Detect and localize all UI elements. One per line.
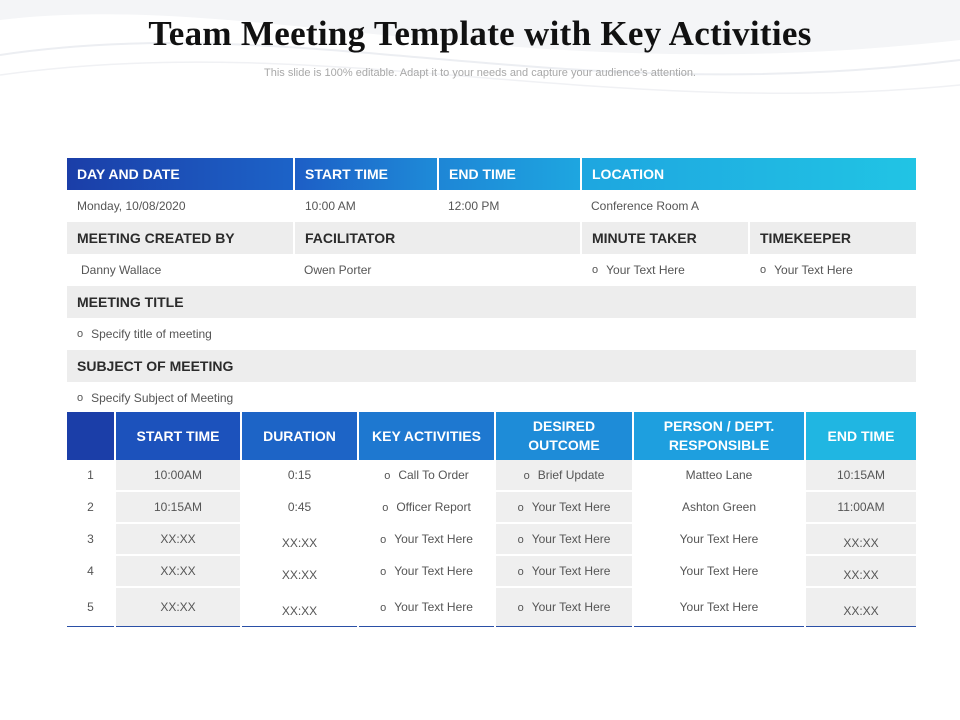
roles-header-row xyxy=(67,222,916,254)
end-time-cell: 11:00AM xyxy=(805,491,916,523)
col-header-desired-outcome: DESIRED OUTCOME xyxy=(495,412,633,460)
label-meeting-created-by: MEETING CREATED BY xyxy=(67,222,293,254)
header-end-time: END TIME xyxy=(437,158,580,190)
bullet-icon: o xyxy=(384,470,391,482)
bullet-icon: o xyxy=(517,534,524,546)
start-time-cell: XX:XX xyxy=(115,587,241,627)
activity-text: Your Text Here xyxy=(394,564,473,578)
subject-value-row xyxy=(67,382,916,414)
activity-cell xyxy=(358,555,495,587)
label-facilitator: FACILITATOR xyxy=(293,222,580,254)
header-location: LOCATION xyxy=(580,158,916,190)
activity-cell xyxy=(358,491,495,523)
duration-cell xyxy=(241,523,358,555)
duration-cell: 0:15 xyxy=(241,460,358,491)
bullet-icon: o xyxy=(77,392,84,404)
col-header-end-time: END TIME xyxy=(805,412,916,460)
person-cell: Ashton Green xyxy=(633,491,805,523)
col-header-person-responsible: PERSON / DEPT. RESPONSIBLE xyxy=(633,412,805,460)
header-start-time: START TIME xyxy=(293,158,437,190)
duration-text: XX:XX xyxy=(281,568,318,582)
end-time-text: XX:XX xyxy=(843,536,879,550)
table-row xyxy=(67,523,916,555)
duration-cell xyxy=(241,555,358,587)
col-header-duration: DURATION xyxy=(241,412,358,460)
label-subject-of-meeting: SUBJECT OF MEETING xyxy=(67,350,916,382)
activity-text: Officer Report xyxy=(396,500,471,514)
outcome-text: Your Text Here xyxy=(531,564,611,578)
start-time-cell: XX:XX xyxy=(115,555,241,587)
bullet-icon: o xyxy=(592,264,599,276)
activity-cell xyxy=(358,587,495,627)
duration-text: XX:XX xyxy=(281,536,318,550)
start-time-cell: 10:00AM xyxy=(115,460,241,491)
value-subject-of-meeting xyxy=(67,382,916,414)
bullet-icon: o xyxy=(380,602,387,614)
activities-header-row xyxy=(67,412,916,460)
end-time-cell xyxy=(805,523,916,555)
meeting-title-value-row xyxy=(67,318,916,350)
meeting-info-grid xyxy=(67,158,916,414)
col-header-number xyxy=(67,412,115,460)
outcome-text: Your Text Here xyxy=(531,532,611,546)
bullet-icon: o xyxy=(77,328,84,340)
subject-header-row xyxy=(67,350,916,382)
value-meeting-title xyxy=(67,318,916,350)
outcome-cell xyxy=(495,587,633,627)
outcome-cell xyxy=(495,555,633,587)
person-cell: Matteo Lane xyxy=(633,460,805,491)
bullet-icon: o xyxy=(760,264,767,276)
value-location: Conference Room A xyxy=(591,199,700,213)
value-meeting-created-by: Danny Wallace xyxy=(81,263,162,277)
meeting-title-text: Specify title of meeting xyxy=(91,327,212,341)
slide-title: Team Meeting Template with Key Activities xyxy=(148,14,812,53)
outcome-text: Your Text Here xyxy=(531,500,611,514)
key-activities-table xyxy=(67,412,916,627)
header-day-and-date: DAY AND DATE xyxy=(67,158,293,190)
end-time-text: XX:XX xyxy=(843,568,879,582)
outcome-text: Your Text Here xyxy=(531,600,611,614)
activity-text: Call To Order xyxy=(398,468,469,482)
person-cell: Your Text Here xyxy=(633,587,805,627)
end-time-cell xyxy=(805,587,916,627)
end-time-cell xyxy=(805,555,916,587)
minute-taker-text: Your Text Here xyxy=(606,263,685,277)
duration-text: XX:XX xyxy=(281,604,318,618)
label-minute-taker: MINUTE TAKER xyxy=(580,222,748,254)
timekeeper-text: Your Text Here xyxy=(774,263,853,277)
info-header-row xyxy=(67,158,916,190)
activity-cell xyxy=(358,460,495,491)
start-time-cell: 10:15AM xyxy=(115,491,241,523)
duration-cell xyxy=(241,587,358,627)
row-number: 2 xyxy=(67,491,115,523)
value-day-and-date: Monday, 10/08/2020 xyxy=(77,199,186,213)
info-values-row xyxy=(67,190,916,222)
end-time-cell: 10:15AM xyxy=(805,460,916,491)
outcome-cell xyxy=(495,460,633,491)
col-header-start-time: START TIME xyxy=(115,412,241,460)
bullet-icon: o xyxy=(523,470,530,482)
value-facilitator: Owen Porter xyxy=(304,263,372,277)
duration-cell: 0:45 xyxy=(241,491,358,523)
table-row xyxy=(67,587,916,627)
row-number: 4 xyxy=(67,555,115,587)
subject-text: Specify Subject of Meeting xyxy=(91,391,234,405)
activity-text: Your Text Here xyxy=(394,600,473,614)
bullet-icon: o xyxy=(380,534,387,546)
bullet-icon: o xyxy=(382,502,389,514)
row-number: 3 xyxy=(67,523,115,555)
meeting-title-header-row xyxy=(67,286,916,318)
activity-text: Your Text Here xyxy=(394,532,473,546)
row-number: 5 xyxy=(67,587,115,627)
value-timekeeper xyxy=(750,254,916,286)
bullet-icon: o xyxy=(517,566,524,578)
outcome-text: Brief Update xyxy=(537,468,605,482)
activity-cell xyxy=(358,523,495,555)
col-header-key-activities: KEY ACTIVITIES xyxy=(358,412,495,460)
label-timekeeper: TIMEKEEPER xyxy=(748,222,916,254)
label-meeting-title: MEETING TITLE xyxy=(67,286,916,318)
outcome-cell xyxy=(495,491,633,523)
outcome-cell xyxy=(495,523,633,555)
bullet-icon: o xyxy=(517,602,524,614)
table-row xyxy=(67,555,916,587)
table-row xyxy=(67,460,916,491)
start-time-cell: XX:XX xyxy=(115,523,241,555)
end-time-text: XX:XX xyxy=(843,604,879,618)
table-row xyxy=(67,491,916,523)
person-cell: Your Text Here xyxy=(633,523,805,555)
person-cell: Your Text Here xyxy=(633,555,805,587)
value-minute-taker xyxy=(582,254,748,286)
bullet-icon: o xyxy=(380,566,387,578)
value-start-time: 10:00 AM xyxy=(305,199,356,213)
value-end-time: 12:00 PM xyxy=(448,199,500,213)
bullet-icon: o xyxy=(517,502,524,514)
roles-values-row xyxy=(67,254,916,286)
row-number: 1 xyxy=(67,460,115,491)
slide-subtitle: This slide is 100% editable. Adapt it to your needs and capture your audience's attention. xyxy=(264,67,696,79)
